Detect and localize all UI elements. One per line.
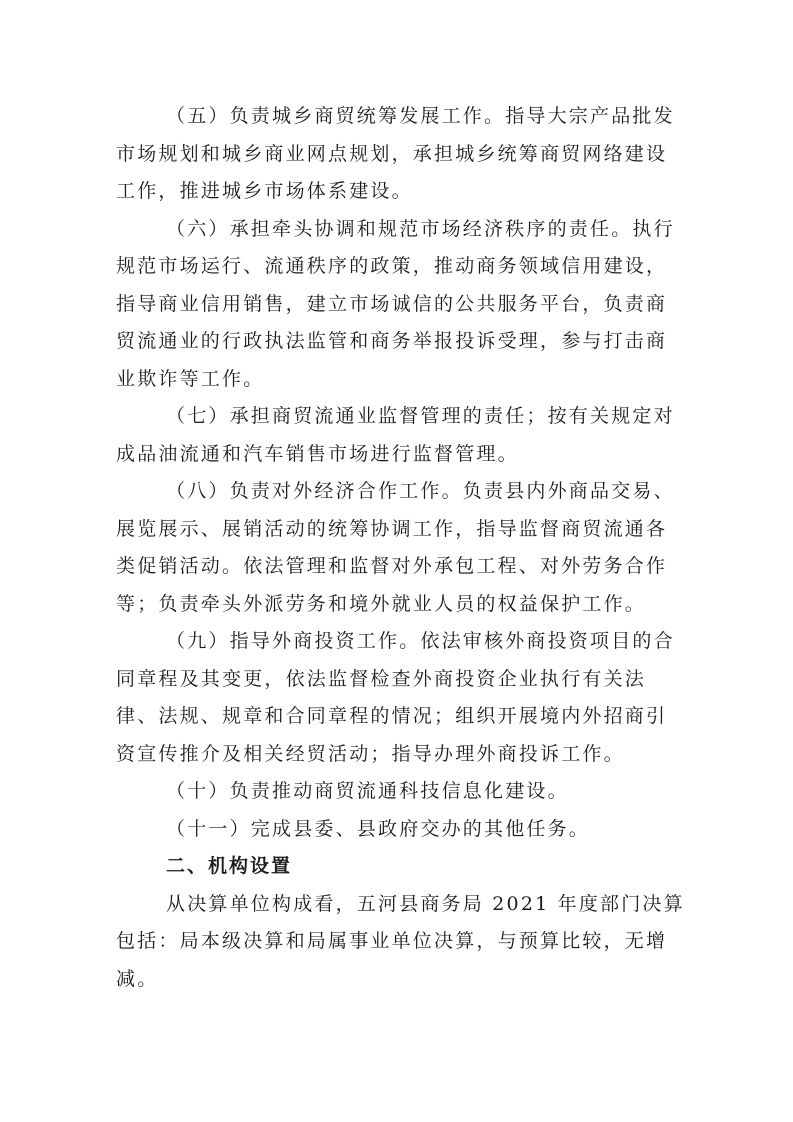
section-heading: 二、机构设置 — [166, 855, 293, 877]
text-line: 展览展示、展销活动的统筹协调工作，指导监督商贸流通各 — [116, 517, 668, 540]
text-line: 规范市场运行、流通秩序的政策，推动商务领域信用建设， — [116, 255, 668, 277]
paragraph-item-6 — [116, 211, 680, 399]
text-line: （十）负责推动商贸流通科技信息化建设。 — [166, 780, 569, 802]
text-line: 资宣传推介及相关经贸活动；指导办理外商投诉工作。 — [116, 742, 625, 765]
paragraph-item-7 — [116, 398, 680, 473]
text-line: （十一）完成县委、县政府交办的其他任务。 — [166, 817, 591, 840]
text-line: （八）负责对外经济合作工作。负责县内外商品交易、 — [166, 480, 675, 502]
text-line: 同章程及其变更，依法监督检查外商投资企业执行有关法 — [116, 667, 647, 690]
text-line: 贸流通业的行政执法监管和商务举报投诉受理，参与打击商 — [116, 330, 668, 352]
paragraph-item-11 — [116, 811, 680, 849]
document-body — [116, 98, 685, 998]
text-line: 律、法规、规章和合同章程的情况；组织开展境内外招商引 — [116, 705, 668, 727]
text-line: 业欺诈等工作。 — [116, 367, 265, 390]
text-line: 包括：局本级决算和局属事业单位决算，与预算比较，无增 — [116, 930, 668, 952]
text-line: 从决算单位构成看，五河县商务局 2021 年度部门决算 — [166, 892, 685, 915]
paragraph-item-10 — [116, 773, 680, 811]
text-line: 类促销活动。依法管理和监督对外承包工程、对外劳务合作 — [116, 555, 668, 577]
text-line: （六）承担牵头协调和规范市场经济秩序的责任。执行 — [166, 217, 675, 240]
text-line: 等；负责牵头外派劳务和境外就业人员的权益保护工作。 — [116, 592, 647, 615]
paragraph-closing — [116, 886, 685, 999]
text-line: 市场规划和城乡商业网点规划，承担城乡统筹商贸网络建设 — [116, 142, 668, 165]
text-line: 指导商业信用销售，建立市场诚信的公共服务平台，负责商 — [116, 292, 668, 315]
text-line: 成品油流通和汽车销售市场进行监督管理。 — [116, 442, 519, 465]
text-line: 工作，推进城乡市场体系建设。 — [116, 180, 413, 202]
text-line: （七）承担商贸流通业监督管理的责任；按有关规定对 — [166, 405, 675, 427]
paragraph-item-5 — [116, 98, 680, 211]
paragraph-item-9 — [116, 623, 680, 773]
text-line: （五）负责城乡商贸统筹发展工作。指导大宗产品批发 — [166, 105, 675, 127]
paragraph-item-8 — [116, 473, 680, 623]
text-line: 减。 — [116, 967, 159, 990]
text-line: （九）指导外商投资工作。依法审核外商投资项目的合 — [166, 630, 675, 652]
